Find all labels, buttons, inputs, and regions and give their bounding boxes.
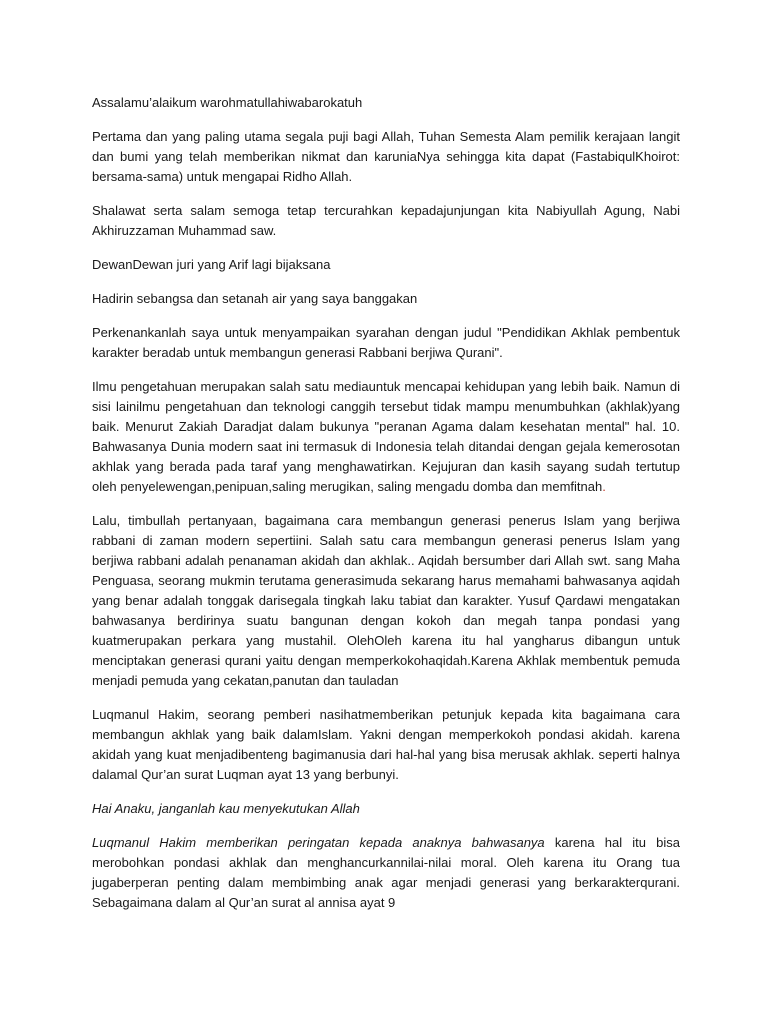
red-period: . (602, 479, 606, 494)
paragraph-ilmu (92, 377, 680, 497)
opening-paragraph: Pertama dan yang paling utama segala puji bagi Allah, Tuhan Semesta Alam pemilik kerajaan langit dan bumi yang telah memberikan nikmat dan karuniaNya sehingga kita dapat (FastabiqulKhoirot: bersama-sama) untuk mengapai Ridho Allah. (92, 129, 680, 184)
quran-quote: Hai Anaku, janganlah kau menyekutukan Allah (92, 801, 360, 816)
paragraph-luqman: Luqmanul Hakim, seorang pemberi nasihatmemberikan petunjuk kepada kita bagaimana cara membangun akhlak yang baik dalamIslam. Yakni dengan memperkokoh pondasi akidah. karena akidah yang kuat menjadibenteng bagimanusia dari hal-hal yang bisa merusak akhlak. seperti halnya dalamal Qur’an surat Luqman ayat 13 yang berbunyi. (92, 707, 680, 782)
jury-greeting: DewanDewan juri yang Arif lagi bijaksana (92, 257, 331, 272)
paragraph-peringatan-text: karena hal itu bisa merobohkan pondasi akhlak dan menghancurkannilai-nilai moral. Oleh karena itu Orang tua jugaberperan penting dalam membimbing anak agar menjadi generasi yang berkarakterqurani. Sebagaimana dalam al Qur’an surat al annisa ayat 9 (92, 835, 680, 910)
shalawat-paragraph: Shalawat serta salam semoga tetap tercurahkan kepadajunjungan kita Nabiyullah Agung, Nabi Akhiruzzaman Muhammad saw. (92, 203, 680, 238)
audience-greeting: Hadirin sebangsa dan setanah air yang saya banggakan (92, 291, 418, 306)
title-paragraph: Perkenankanlah saya untuk menyampaikan syarahan dengan judul "Pendidikan Akhlak pembentuk karakter beradab untuk membangun generasi Rabbani berjiwa Qurani". (92, 325, 680, 360)
paragraph-ilmu-text: Ilmu pengetahuan merupakan salah satu mediauntuk mencapai kehidupan yang lebih baik. Namun di sisi lainilmu pengetahuan dan teknologi canggih tersebut tidak mampu menumbuhkan (akhlak)yang baik. Menurut Zakiah Daradjat dalam bukunya "peranan Agama dalam kesehatan mental" hal. 10. Bahwasanya Dunia modern saat ini termasuk di Indonesia telah ditandai dengan gejala kemerosotan akhlak yang berada pada taraf yang menghawatirkan. Kejujuran dan kasih sayang sudah tertutup oleh penyelewengan,penipuan,saling merugikan, saling mengadu domba dan memfitnah (92, 379, 680, 494)
greeting-paragraph: Assalamu’alaikum warohmatullahiwabarokatuh (92, 95, 363, 110)
paragraph-peringatan (92, 833, 680, 913)
paragraph-pertanyaan: Lalu, timbullah pertanyaan, bagaimana cara membangun generasi penerus Islam yang berjiwa rabbani di zaman modern sepertiini. Salah satu cara membangun generasi penerus Islam yang berjiwa rabbani adalah penanaman akidah dan akhlak.. Aqidah bersumber dari Allah swt. sang Maha Penguasa, seorang mukmin terutama generasimuda sekarang harus memahami bahwasanya aqidah yang benar adalah tonggak darisegala tingkah laku tabiat dan karakter. Yusuf Qardawi mengatakan bahwasanya berdirinya suatu bangunan dengan kokoh dan megah tanpa pondasi yang kuatmerupakan perkara yang mustahil. OlehOleh karena itu hal yangharus dibangun untuk menciptakan generasi qurani yaitu dengan memperkokohaqidah.Karena Akhlak membentuk pemuda menjadi pemuda yang cekatan,panutan dan tauladan (92, 513, 680, 688)
italic-intro: Luqmanul Hakim memberikan peringatan kepada anaknya bahwasanya (92, 835, 545, 850)
